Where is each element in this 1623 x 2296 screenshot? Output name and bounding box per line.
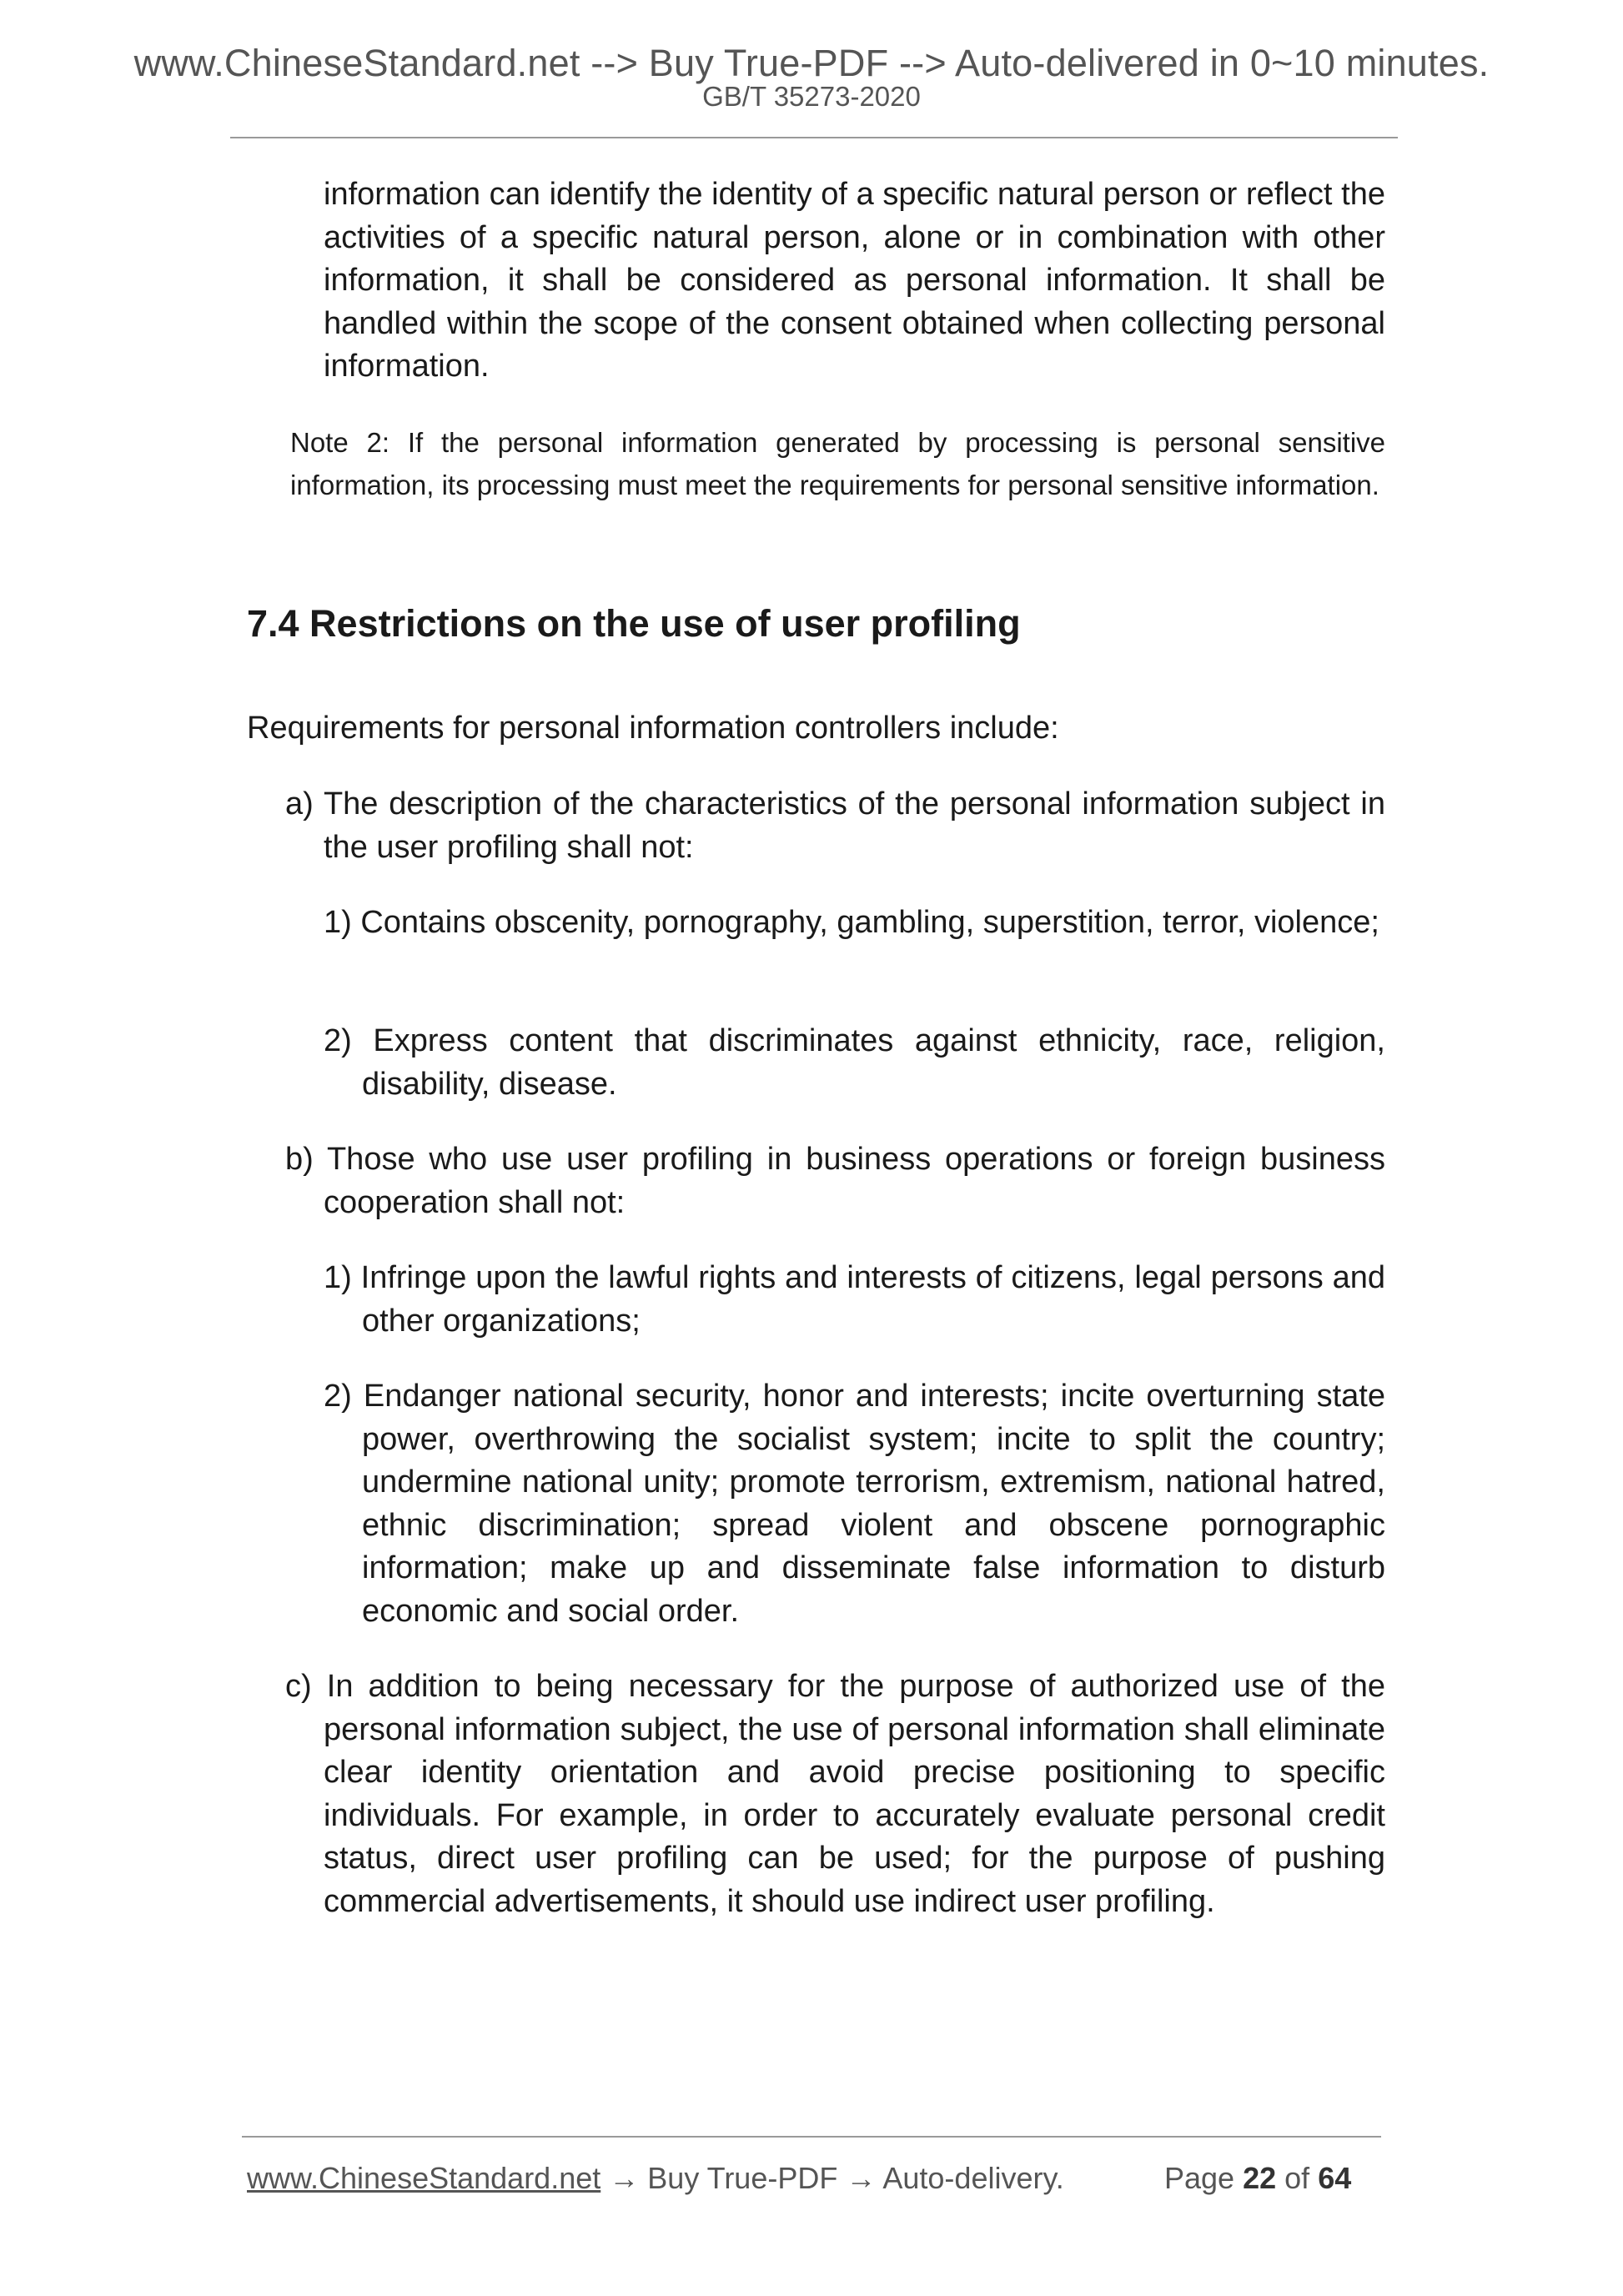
list-marker: 1): [324, 905, 352, 940]
arrow-icon: →: [609, 2161, 640, 2195]
list-item-b: [285, 1138, 1385, 1224]
list-item-text: Express content that discriminates against ethnicity, race, religion, disability, disease.: [362, 1023, 1385, 1102]
footer-delivery-text: Auto-delivery.: [882, 2161, 1064, 2195]
list-item-text: The description of the characteristics of the personal information subject in the user profiling shall not:: [323, 786, 1385, 865]
list-marker: c): [285, 1669, 312, 1704]
list-subitem-a2: [324, 1020, 1385, 1106]
list-marker: 2): [324, 1023, 352, 1058]
note-2: Note 2: If the personal information generated by processing is personal sensitive information, its processing must meet the requirements for personal sensitive information.: [290, 427, 1385, 500]
list-subitem-a1: [324, 902, 1385, 945]
list-item-text: Contains obscenity, pornography, gambling, superstition, terror, violence;: [360, 905, 1379, 940]
footer-site-link[interactable]: www.ChineseStandard.net: [247, 2161, 601, 2195]
footer-buy-text: Buy True-PDF: [647, 2161, 838, 2195]
header-divider: [230, 137, 1398, 138]
page-indicator: [1164, 2161, 1351, 2196]
list-item-c: [285, 1665, 1385, 1923]
page-current: 22: [1243, 2161, 1277, 2195]
footer-divider: [242, 2136, 1381, 2138]
list-marker: 2): [324, 1379, 352, 1414]
list-item-text: In addition to being necessary for the purpose of authorized use of the personal information subject, the use of personal information shall eliminate clear identity orientation and avoid precise positioning to specific individuals. For example, in order to accurately evaluate personal credit status, direct user profiling can be used; for the purpose of pushing commercial advertisements, it should use indirect user profiling.: [324, 1669, 1386, 1919]
list-marker: 1): [324, 1260, 352, 1295]
list-marker: a): [285, 786, 314, 821]
list-subitem-b1: [324, 1257, 1385, 1343]
requirements-intro: Requirements for personal information controllers include:: [247, 711, 1059, 746]
section-heading: 7.4 Restrictions on the use of user profiling: [247, 602, 1021, 645]
list-item-text: Endanger national security, honor and interests; incite overturning state power, overthrowing the socialist system; incite to split the country; undermine national unity; promote terrorism, extremism, national hatred, ethnic discrimination; spread violent and obscene pornographic information; make up and disseminate false information to disturb economic and social order.: [362, 1379, 1385, 1629]
page-of-label: of: [1284, 2161, 1310, 2195]
page-label: Page: [1164, 2161, 1235, 2195]
list-subitem-b2: [324, 1375, 1385, 1633]
list-marker: b): [285, 1142, 314, 1177]
page-total: 64: [1318, 2161, 1352, 2195]
list-item-a: [285, 783, 1385, 869]
site-banner: www.ChineseStandard.net --> Buy True-PDF --> Auto-delivered in 0~10 minutes.: [133, 42, 1490, 84]
document-code: GB/T 35273-2020: [702, 81, 921, 112]
arrow-icon: →: [846, 2161, 877, 2195]
page-footer: [247, 2161, 1381, 2196]
list-item-text: Infringe upon the lawful rights and interests of citizens, legal persons and other organizations;: [360, 1260, 1386, 1339]
intro-paragraph: information can identify the identity of a specific natural person or reflect the activities of a specific natural person, alone or in combination with other information, it shall be considered as personal information. It shall be handled within the scope of the consent obtained when collecting personal information.: [324, 177, 1385, 384]
list-item-text: Those who use user profiling in business operations or foreign business cooperation shall not:: [324, 1142, 1385, 1220]
